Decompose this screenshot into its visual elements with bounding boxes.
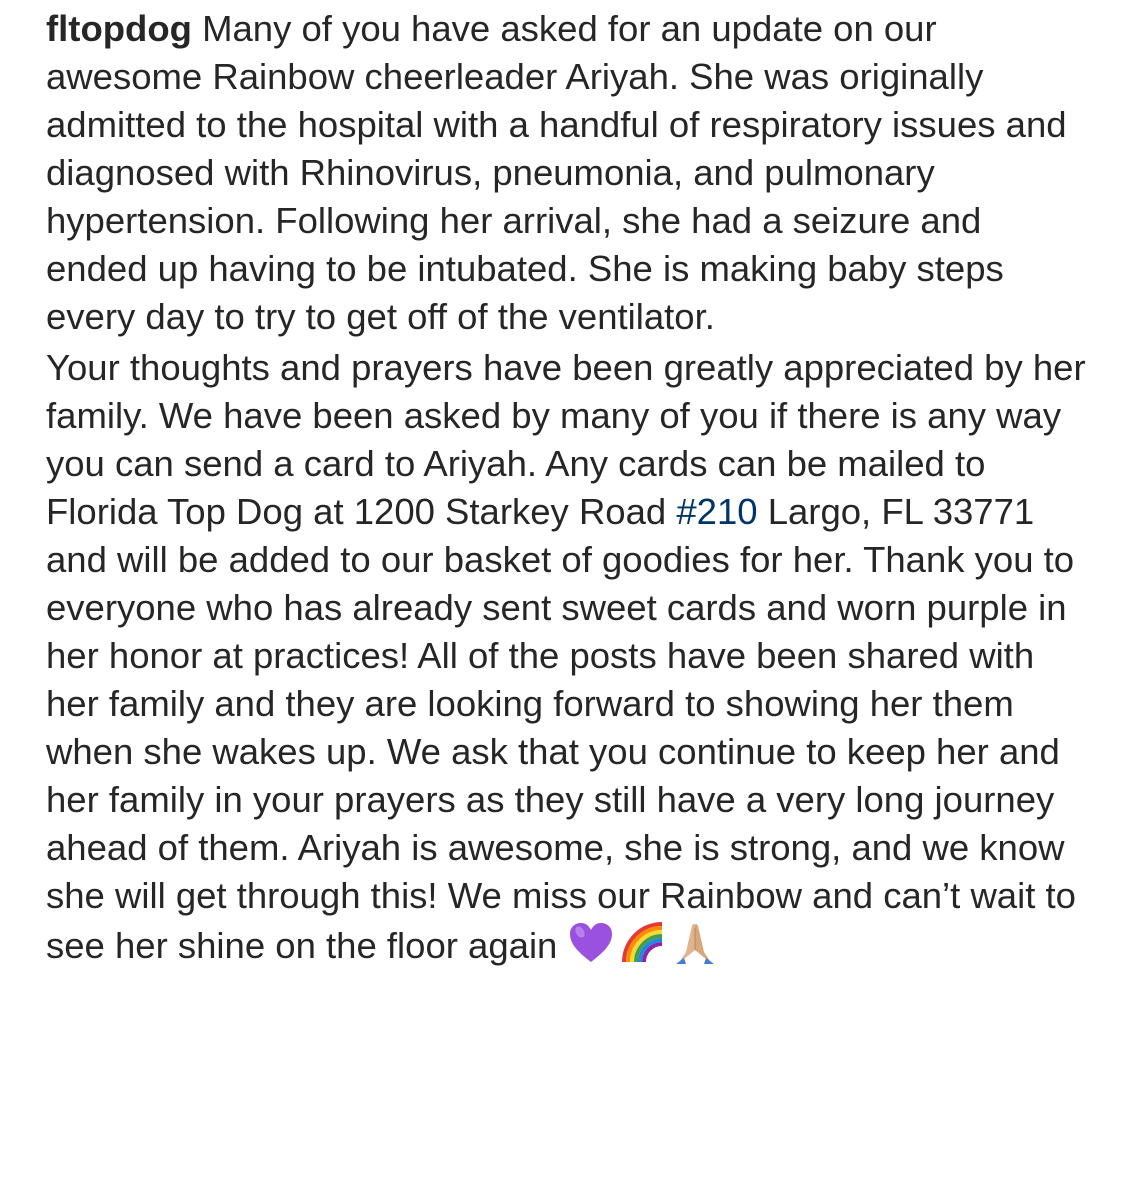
caption-text-1: Many of you have asked for an update on our awesome Rainbow cheerleader Ariyah. She was originally admitted to the hospital with a handful of respiratory issues and diagnosed with Rhinovirus, pneumonia, and pulmonary hypertension. Following her arrival, she had a seizure and ended up having to be intubated. She is making baby steps every day to try to get off of the ventilator. (46, 8, 1067, 337)
folded-hands-icon (672, 920, 718, 966)
username-link[interactable]: fltopdog (46, 8, 192, 49)
caption-text-2b: Largo, FL 33771 and will be added to our basket of goodies for her. Thank you to everyone who has already sent sweet cards and worn purple in her honor at practices! All of the posts have been shared with her family and they are looking forward to showing her them when she wakes up. We ask that you continue to keep her and her family in your prayers as they still have a very long journey ahead of them. Ariyah is awesome, she is strong, and we know she will get through this! We miss our Rainbow and can’t wait to see her shine on the floor again (46, 491, 1076, 966)
purple-heart-icon (568, 920, 614, 966)
rainbow-icon (620, 920, 666, 966)
post-caption (46, 5, 1086, 970)
hashtag-link[interactable]: #210 (676, 491, 758, 532)
caption-paragraph-1 (46, 5, 1086, 341)
caption-paragraph-2 (46, 344, 1086, 970)
caption-text-2a: Your thoughts and prayers have been greatly appreciated by her family. We have been asked by many of you if there is any way you can send a card to Ariyah. Any cards can be mailed to Florida Top Dog at 1200 Starkey Road (46, 347, 1086, 532)
